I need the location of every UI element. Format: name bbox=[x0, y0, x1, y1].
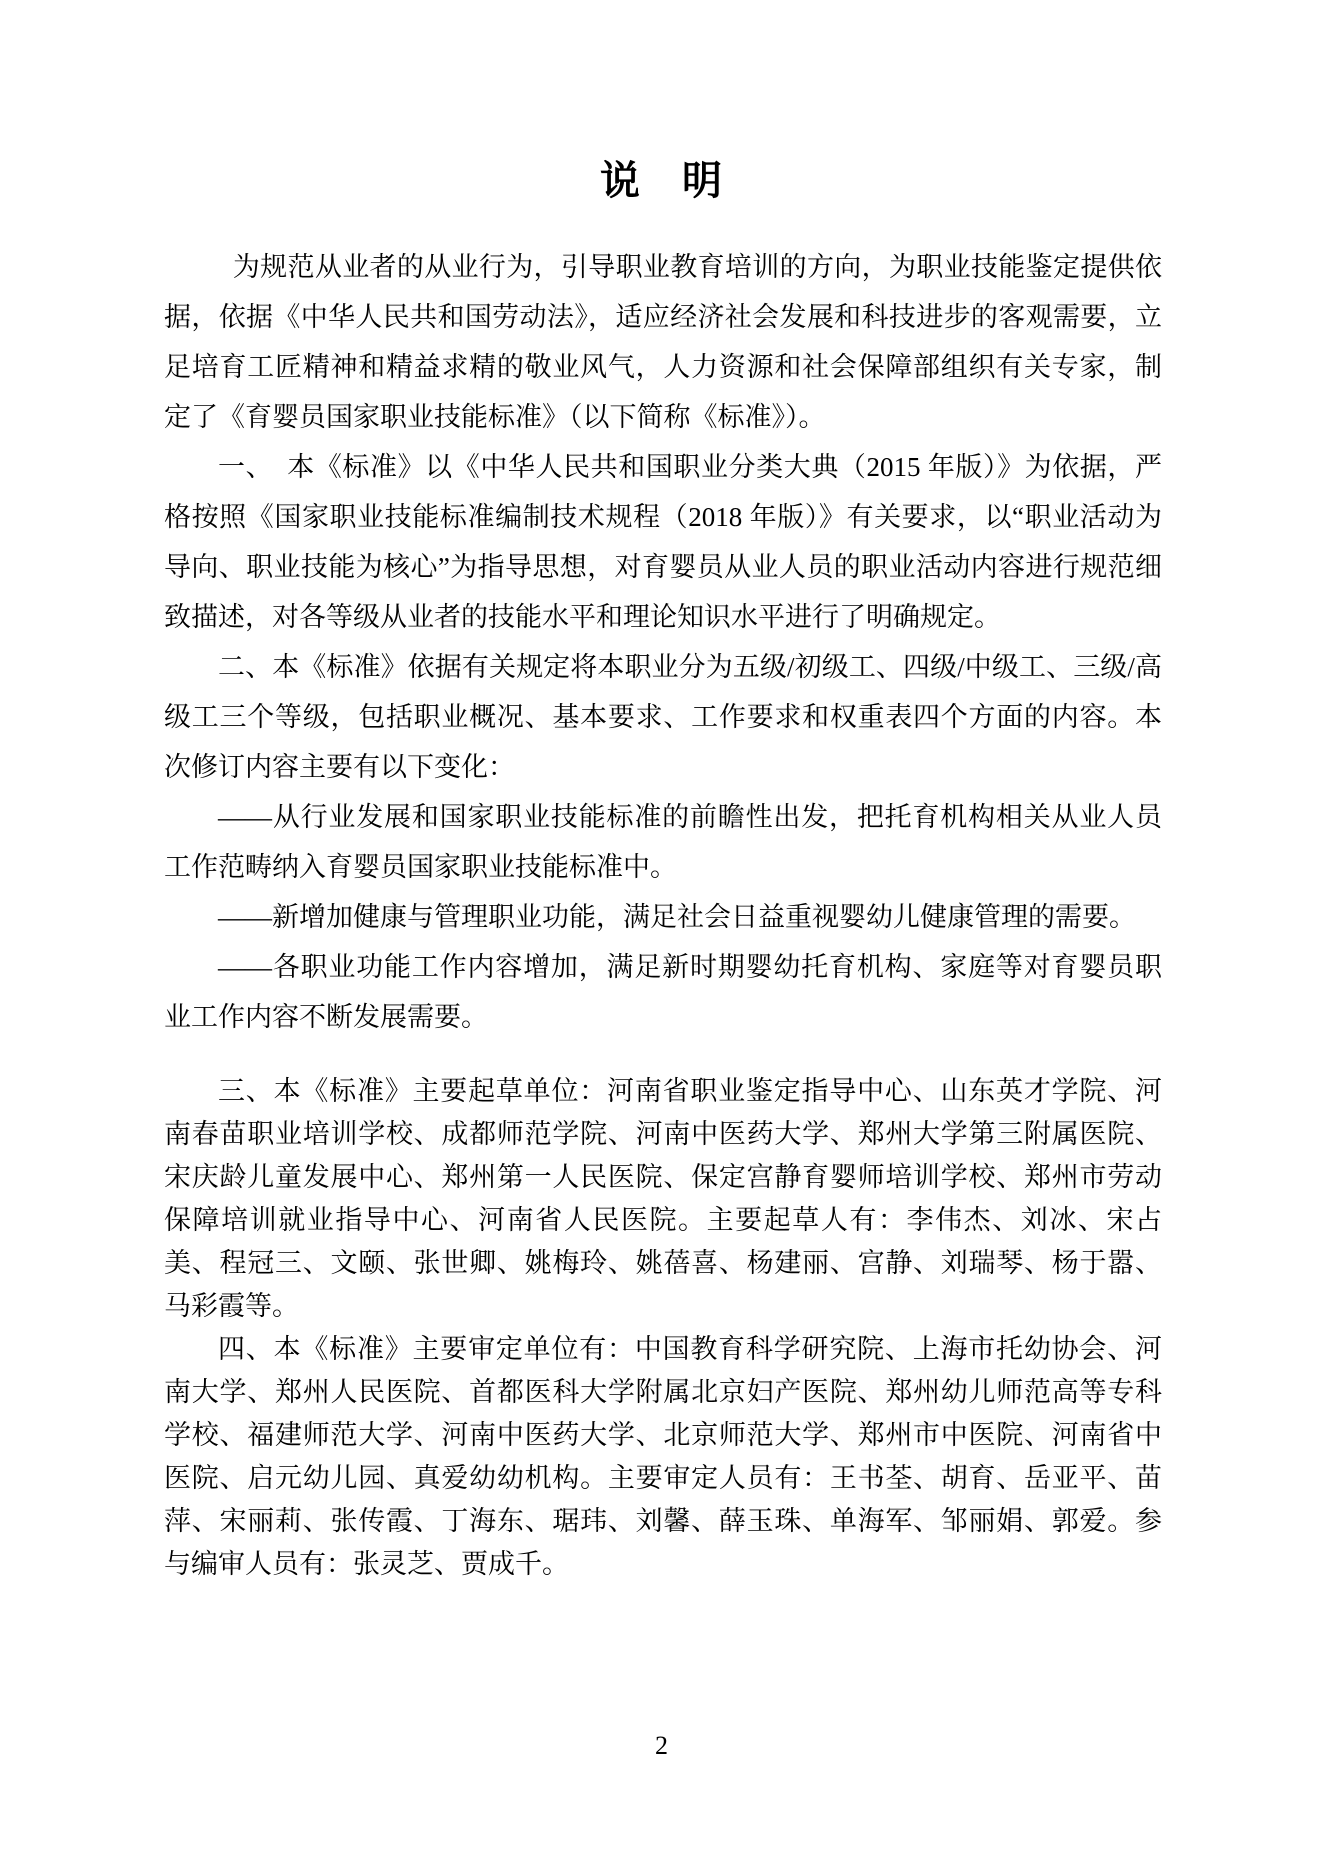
paragraph-change-1: ——从行业发展和国家职业技能标准的前瞻性出发，把托育机构相关从业人员工作范畴纳入育婴员国家职业技能标准中。 bbox=[164, 802, 1162, 882]
paragraph-item-1: 一、 本《标准》以《中华人民共和国职业分类大典（2015 年版）》为依据，严格按照《国家职业技能标准编制技术规程（2018 年版）》有关要求，以“职业活动为导向、职业技能为核心”为指导思想，对育婴员从业人员的职业活动内容进行规范细致描述，对各等级从业者的技能水平和理论知识水平进行了明确规定。 bbox=[164, 452, 1162, 632]
paragraph-item-2: 二、本《标准》依据有关规定将本职业分为五级/初级工、四级/中级工、三级/高级工三个等级，包括职业概况、基本要求、工作要求和权重表四个方面的内容。本次修订内容主要有以下变化： bbox=[164, 652, 1162, 782]
paragraph-item-3: 三、本《标准》主要起草单位：河南省职业鉴定指导中心、山东英才学院、河南春苗职业培训学校、成都师范学院、河南中医药大学、郑州大学第三附属医院、宋庆龄儿童发展中心、郑州第一人民医院、保定宫静育婴师培训学校、郑州市劳动保障培训就业指导中心、河南省人民医院。主要起草人有：李伟杰、刘冰、宋占美、程冠三、文颐、张世卿、姚梅玲、姚蓓喜、杨建丽、宫静、刘瑞琴、杨于嚣、马彩霞等。 bbox=[164, 1076, 1162, 1321]
paragraph-change-3: ——各职业功能工作内容增加，满足新时期婴幼托育机构、家庭等对育婴员职业工作内容不断发展需要。 bbox=[164, 952, 1162, 1032]
document-body bbox=[164, 242, 1162, 1586]
page-number: 2 bbox=[655, 1731, 668, 1760]
paragraph-change-2: ——新增加健康与管理职业功能，满足社会日益重视婴幼儿健康管理的需要。 bbox=[218, 902, 1136, 932]
paragraph-item-4: 四、本《标准》主要审定单位有：中国教育科学研究院、上海市托幼协会、河南大学、郑州人民医院、首都医科大学附属北京妇产医院、郑州幼儿师范高等专科学校、福建师范大学、河南中医药大学、北京师范大学、郑州市中医院、河南省中医院、启元幼儿园、真爱幼幼机构。主要审定人员有：王书荃、胡育、岳亚平、苗萍、宋丽莉、张传霞、丁海东、琚玮、刘馨、薛玉珠、单海军、邹丽娟、郭爱。参与编审人员有：张灵芝、贾成千。 bbox=[164, 1334, 1162, 1579]
paragraph-intro: 为规范从业者的从业行为，引导职业教育培训的方向，为职业技能鉴定提供依据，依据《中华人民共和国劳动法》，适应经济社会发展和科技进步的客观需要，立足培育工匠精神和精益求精的敬业风气，人力资源和社会保障部组织有关专家，制定了《育婴员国家职业技能标准》（以下简称《标准》）。 bbox=[164, 252, 1162, 432]
page-title: 说 明 bbox=[600, 159, 723, 203]
